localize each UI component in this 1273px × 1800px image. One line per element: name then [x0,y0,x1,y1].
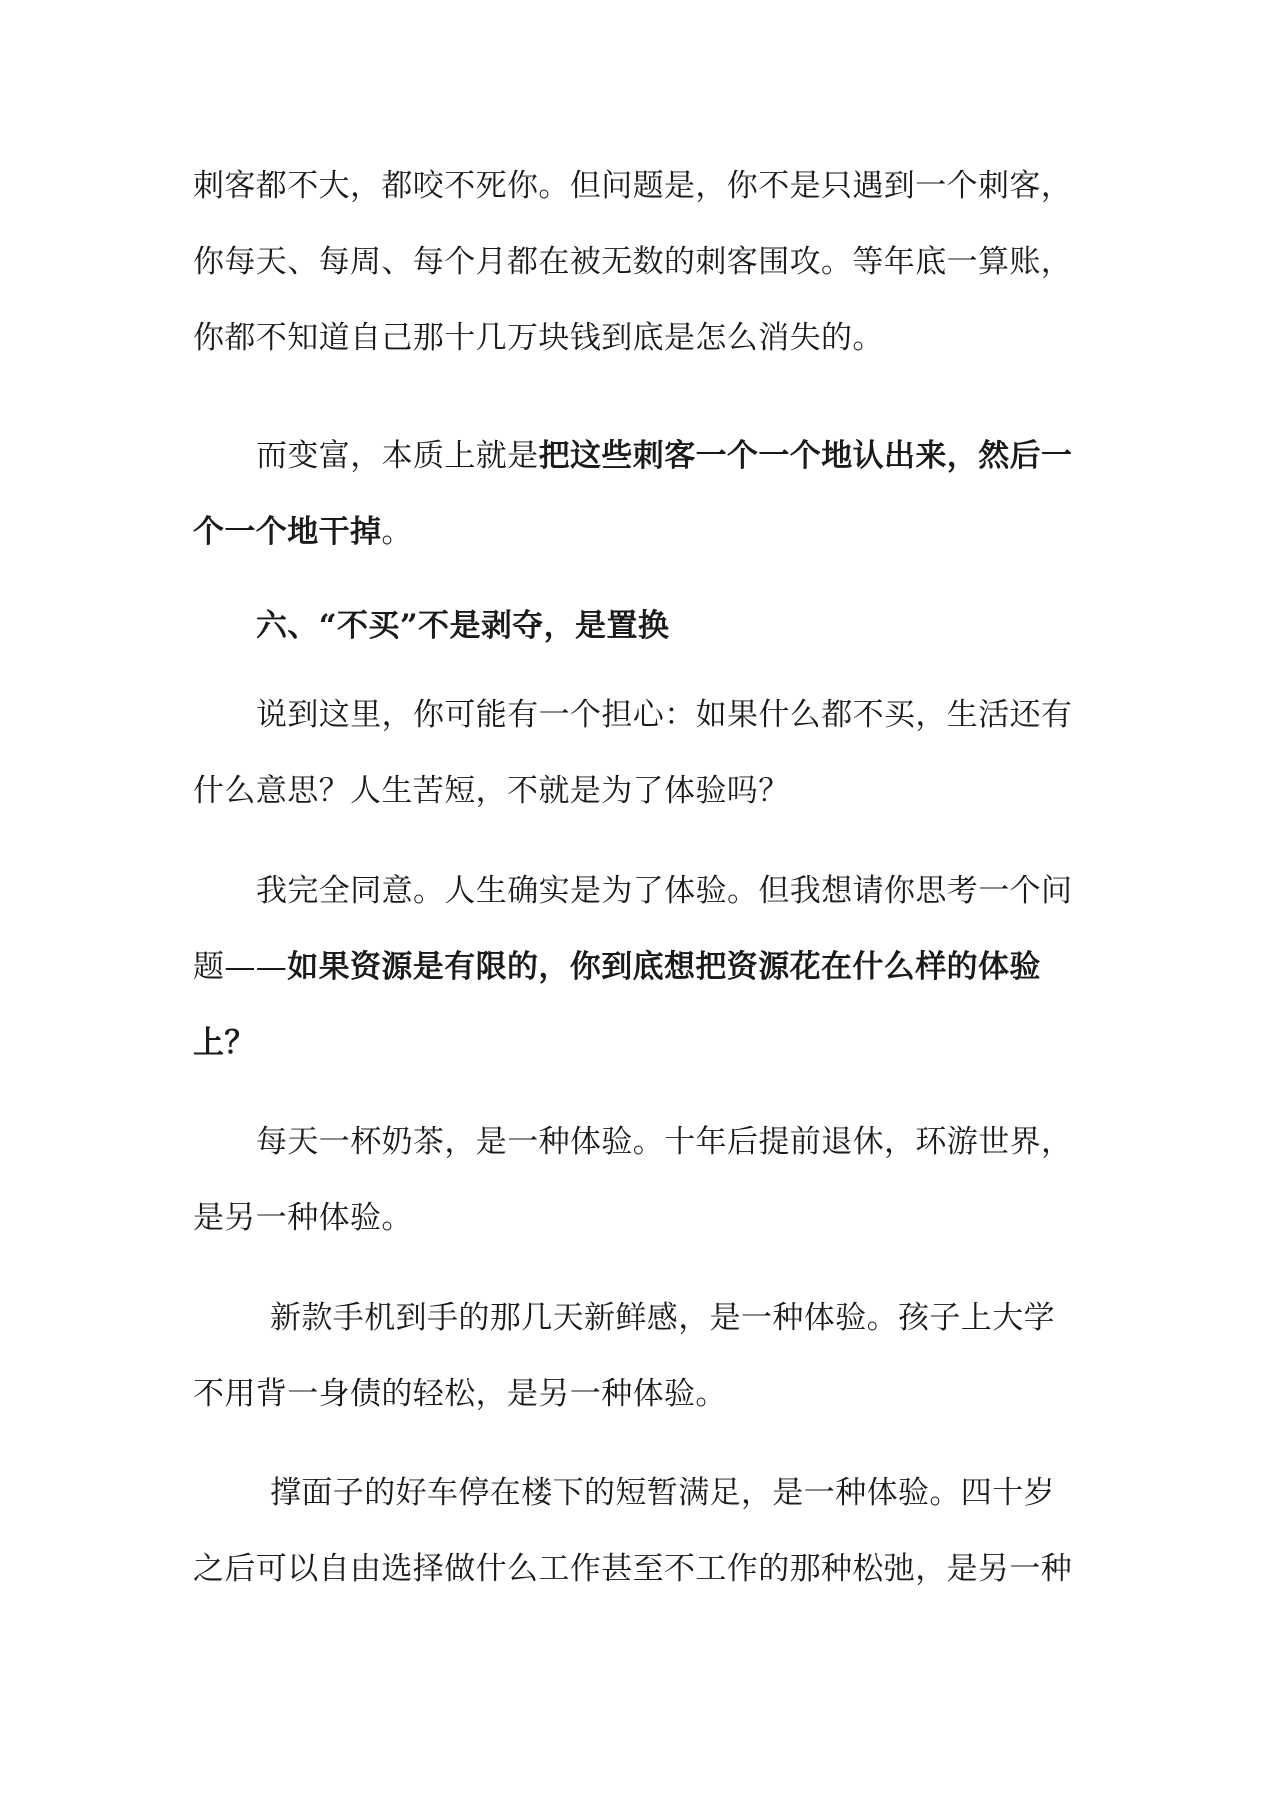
paragraph-line [193,242,1093,282]
paragraph-line [193,1549,1093,1589]
paragraph-line [193,1023,1093,1063]
paragraph-line [256,436,1156,476]
section-heading [256,606,1156,646]
bold-text-segment: 把这些刺客一个一个地认出来，然后一 [538,438,1073,474]
text-segment: 之后可以自由选择做什么工作甚至不工作的那种松弛，是另一种 [193,1551,1073,1587]
paragraph-line [193,1198,1093,1238]
text-segment: 我完全同意。人生确实是为了体验。但我想请你思考一个问 [256,873,1073,909]
text-segment: 题—— [193,949,288,985]
text-segment: 新款手机到手的那几天新鲜感，是一种体验。孩子上大学 [270,1300,1055,1336]
text-segment: 说到这里，你可能有一个担心：如果什么都不买，生活还有 [256,697,1073,733]
paragraph-line [256,695,1156,735]
text-segment: 而变富，本质上就是 [256,438,539,474]
text-segment: 你都不知道自己那十几万块钱到底是怎么消失的。 [193,320,884,356]
text-segment: 什么意思？人生苦短，不就是为了体验吗？ [193,773,790,809]
text-segment: 刺客都不大，都咬不死你。但问题是，你不是只遇到一个刺客， [193,168,1073,204]
paragraph-line [193,166,1093,206]
text-segment: 是另一种体验。 [193,1200,413,1236]
bold-text-segment: 上？ [193,1025,256,1061]
text-segment: 撑面子的好车停在楼下的短暂满足，是一种体验。四十岁 [270,1475,1055,1511]
heading-text: 六、“不买”不是剥夺，是置换 [256,608,670,644]
text-segment: 。 [381,514,413,550]
bold-text-segment: 个一个地干掉 [193,514,382,550]
paragraph-line [193,771,1093,811]
text-segment: 不用背一身债的轻松，是另一种体验。 [193,1376,727,1412]
bold-text-segment: 如果资源是有限的，你到底想把资源花在什么样的体验 [287,949,1041,985]
text-segment: 你每天、每周、每个月都在被无数的刺客围攻。等年底一算账， [193,244,1073,280]
paragraph-line [256,1122,1156,1162]
text-segment: 每天一杯奶茶，是一种体验。十年后提前退休，环游世界， [256,1124,1073,1160]
paragraph-line [193,947,1093,987]
paragraph-line [193,512,1093,552]
paragraph-line [270,1473,1170,1513]
paragraph-line [256,871,1156,911]
paragraph-line [193,318,1093,358]
paragraph-line [270,1298,1170,1338]
paragraph-line [193,1374,1093,1414]
